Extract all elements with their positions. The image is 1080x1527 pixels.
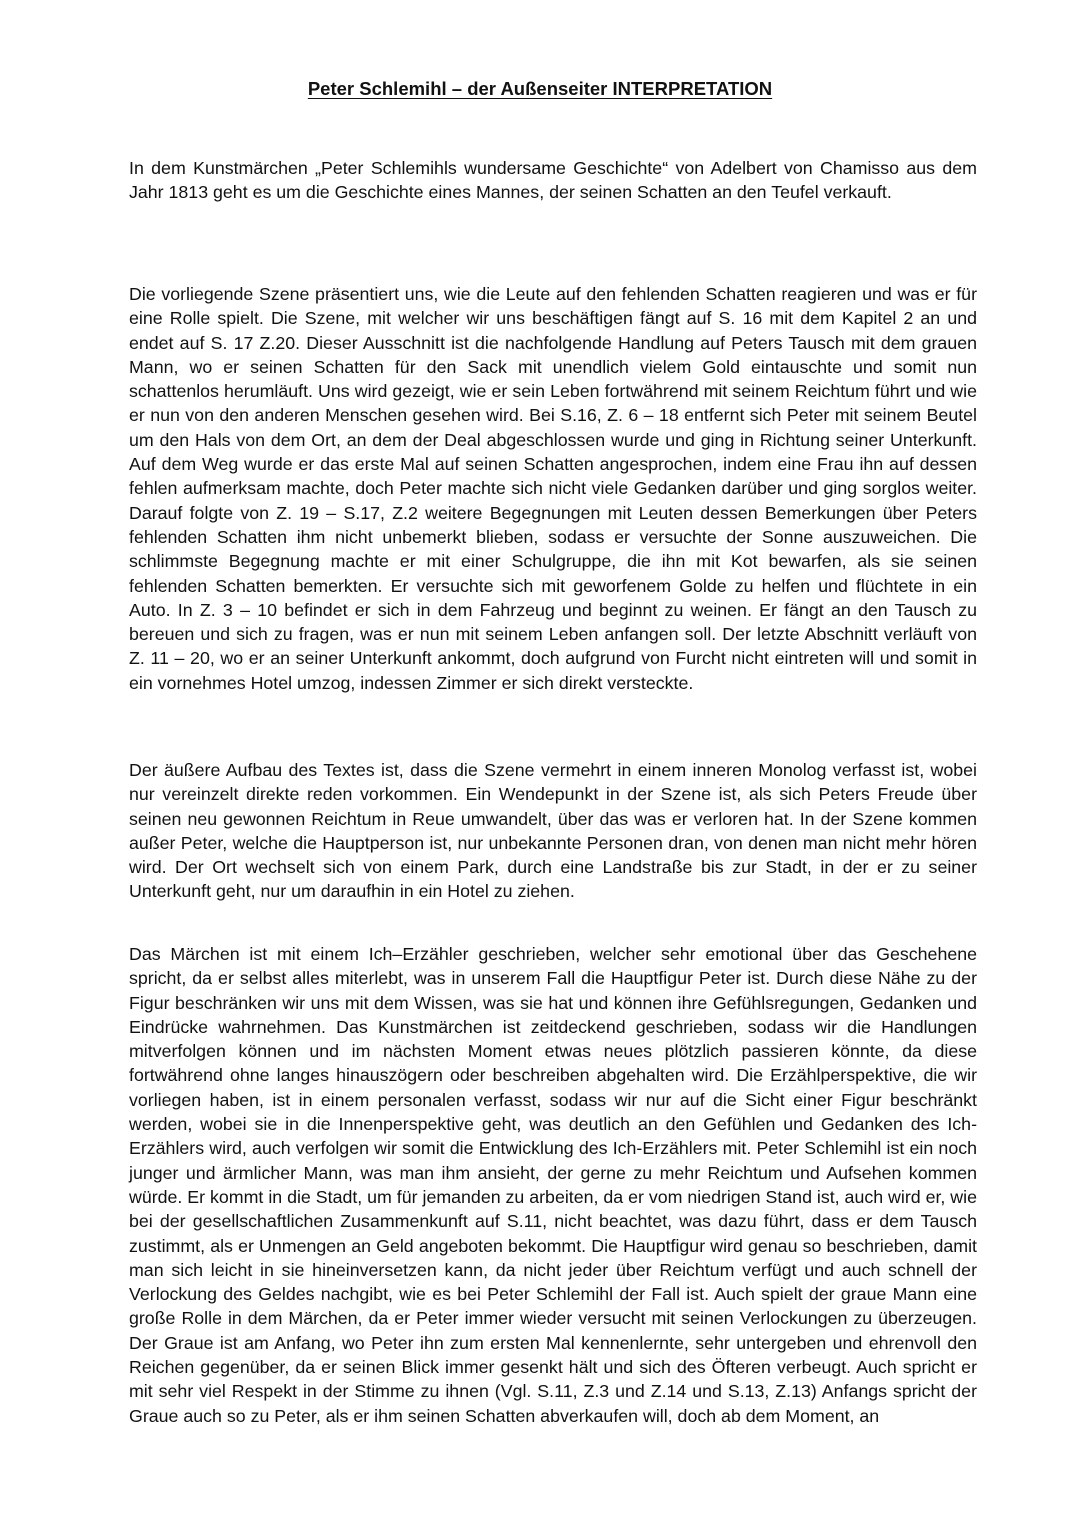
paragraph-introduction: In dem Kunstmärchen „Peter Schlemihls wundersame Geschichte“ von Adelbert von Chamisso aus dem Jahr 1813 geht es um die Geschichte eines Mannes, der seinen Schatten an den Teufel verkauft. xyxy=(129,158,977,203)
paragraph-scene-summary: Die vorliegende Szene präsentiert uns, wie die Leute auf den fehlenden Schatten reagieren und was er für eine Rolle spielt. Die Szene, mit welcher wir uns beschäftigen fängt auf S. 16 mit dem Kapitel 2 an und endet auf S. 17 Z.20. Dieser Ausschnitt ist die nachfolgende Handlung auf Peters Tausch mit dem grauen Mann, wo er seinen Schatten für den Sack mit unendlich vielem Gold eintauschte und somit nun schattenlos herumläuft. Uns wird gezeigt, wie er sein Leben fortwährend mit seinem Reichtum führt und wie er nun von den anderen Menschen gesehen wird. Bei S.16, Z. 6 – 18 entfernt sich Peter mit seinem Beutel um den Hals von dem Ort, an dem der Deal abgeschlossen wurde und ging in Richtung seiner Unterkunft. Auf dem Weg wurde er das erste Mal auf seinen Schatten angesprochen, indem eine Frau ihn auf dessen fehlen aufmerksam machte, doch Peter machte sich nicht viele Gedanken darüber und ging sorglos weiter. Darauf folgte von Z. 19 – S.17, Z.2 weitere Begegnungen mit Leuten dessen Bemerkungen über Peters fehlenden Schatten ihm nicht unbemerkt blieben, sodass er versuchte der Sonne auszuweichen. Die schlimmste Begegnung machte er mit einer Schulgruppe, die ihn mit Kot bewarfen, als sie seinen fehlenden Schatten bemerkten. Er versuchte sich mit geworfenem Golde zu helfen und flüchtete in ein Auto. In Z. 3 – 10 befindet er sich in dem Fahrzeug und beginnt zu weinen. Er fängt an den Tausch zu bereuen und sich zu fragen, was er nun mit seinem Leben anfangen soll. Der letzte Abschnitt verläuft von Z. 11 – 20, wo er an seiner Unterkunft ankommt, doch aufgrund von Furcht nicht eintreten will und somit in ein vornehmes Hotel umzog, indessen Zimmer er sich direkt versteckte. xyxy=(129,284,977,693)
paragraph-structure: Der äußere Aufbau des Textes ist, dass die Szene vermehrt in einem inneren Monolog verfasst ist, wobei nur vereinzelt direkte reden vorkommen. Ein Wendepunkt in der Szene ist, als sich Peters Freude über seinen neu gewonnen Reichtum in Reue umwandelt, über das was er verloren hat. In der Szene kommen außer Peter, welche die Hauptperson ist, nur unbekannte Personen dran, von denen man nicht mehr hören wird. Der Ort wechselt sich von einem Park, durch eine Landstraße bis zur Stadt, in der er zu seiner Unterkunft geht, nur um daraufhin in ein Hotel zu ziehen. xyxy=(129,760,977,902)
paragraph-narrative-perspective: Das Märchen ist mit einem Ich–Erzähler geschrieben, welcher sehr emotional über das Geschehene spricht, da er selbst alles miterlebt, was in unserem Fall die Hauptfigur Peter ist. Durch diese Nähe zu der Figur beschränken wir uns mit dem Wissen, was sie hat und können ihre Gefühlsregungen, Gedanken und Eindrücke wahrnehmen. Das Kunstmärchen ist zeitdeckend geschrieben, sodass wir die Handlungen mitverfolgen können und im nächsten Moment etwas neues plötzlich passieren könnte, da diese fortwährend ohne langes hinauszögern oder beschreiben abgehalten wird. Die Erzählperspektive, die wir vorliegen haben, ist in einem personalen verfasst, sodass wir nur auf die Sicht einer Figur beschränkt werden, wobei sie in die Innenperspektive geht, was deutlich an den Gefühlen und Gedanken des Ich-Erzählers wird, auch verfolgen wir somit die Entwicklung des Ich-Erzählers mit. Peter Schlemihl ist ein noch junger und ärmlicher Mann, was man ihm ansieht, der gerne zu mehr Reichtum und Aufsehen kommen würde. Er kommt in die Stadt, um für jemanden zu arbeiten, da er vom niedrigen Stand ist, auch wird er, wie bei der gesellschaftlichen Zusammenkunft auf S.11, nicht beachtet, was dazu führt, dass er dem Tausch zustimmt, als er Unmengen an Geld angeboten bekommt. Die Hauptfigur wird genau so beschrieben, damit man sich leicht in sie hineinversetzen kann, da nicht jeder über Reichtum verfügt und auch schnell der Verlockung des Geldes nachgibt, wie es bei Peter Schlemihl der Fall ist. Auch spielt der graue Mann eine große Rolle in dem Märchen, da er Peter immer wieder versucht mit seinen Verlockungen zu überzeugen. Der Graue ist am Anfang, wo Peter ihn zum ersten Mal kennenlernte, sehr untergeben und ehrenvoll den Reichen gegenüber, da er seinen Blick immer gesenkt hält und sich des Öfteren verbeugt. Auch spricht er mit sehr viel Respekt in der Stimme zu ihnen (Vgl. S.11, Z.3 und Z.14 und S.13, Z.13) Anfangs spricht der Graue auch so zu Peter, als er ihm seinen Schatten abverkaufen will, doch ab dem Moment, an xyxy=(129,944,977,1426)
document-title: Peter Schlemihl – der Außenseiter INTERPRETATION xyxy=(307,78,773,99)
